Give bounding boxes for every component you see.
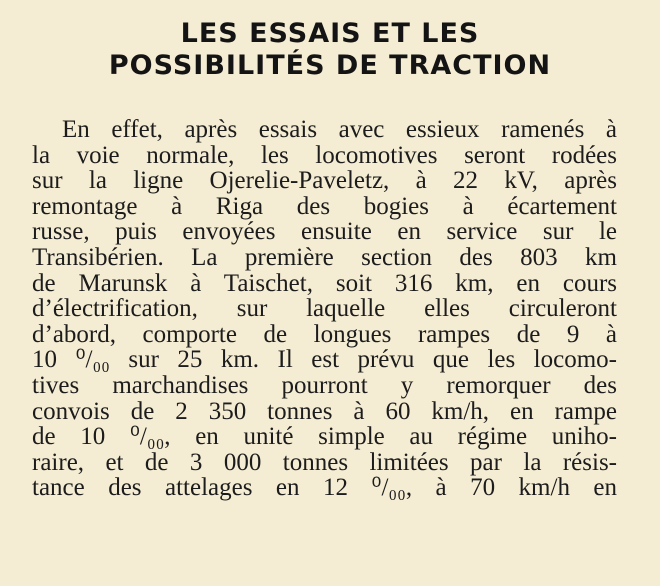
body-line-10: 10 ⁰/₀₀ sur 25 km. Il est prévu que les locomo- (32, 346, 617, 374)
body-line-5: russe, puis envoyées ensuite en service sur le (32, 218, 617, 246)
body-line-3: sur la ligne Ojerelie-Paveletz, à 22 kV, après (32, 167, 617, 195)
body-line-9: d’abord, comporte de longues rampes de 9 à (32, 320, 617, 348)
body-line-13: de 10 ⁰/₀₀, en unité simple au régime uniho- (32, 423, 617, 451)
body-line-15: tance des attelages en 12 ⁰/₀₀, à 70 km/h en (32, 474, 617, 502)
body-line-4: remontage à Riga des bogies à écartement (32, 192, 617, 220)
article-title-line-2: POSSIBILITÉS DE TRACTION (108, 50, 552, 81)
body-line-1: En effet, après essais avec essieux ramenés à (62, 116, 617, 143)
body-line-6: Transibérien. La première section des 803 km (32, 243, 617, 271)
body-line-11: tives marchandises pourront y remorquer des (32, 371, 617, 399)
body-line-8: d’électrification, sur laquelle elles circuleront (32, 295, 617, 323)
body-line-14: raire, et de 3 000 tonnes limitées par la résis- (32, 448, 617, 476)
body-line-2: la voie normale, les locomotives seront rodées (32, 141, 617, 169)
article-title-line-1: LES ESSAIS ET LES (180, 18, 480, 49)
body-line-7: de Marunsk à Taischet, soit 316 km, en cours (32, 269, 617, 297)
article-body (32, 117, 617, 501)
body-line-12: convois de 2 350 tonnes à 60 km/h, en rampe (32, 397, 617, 425)
